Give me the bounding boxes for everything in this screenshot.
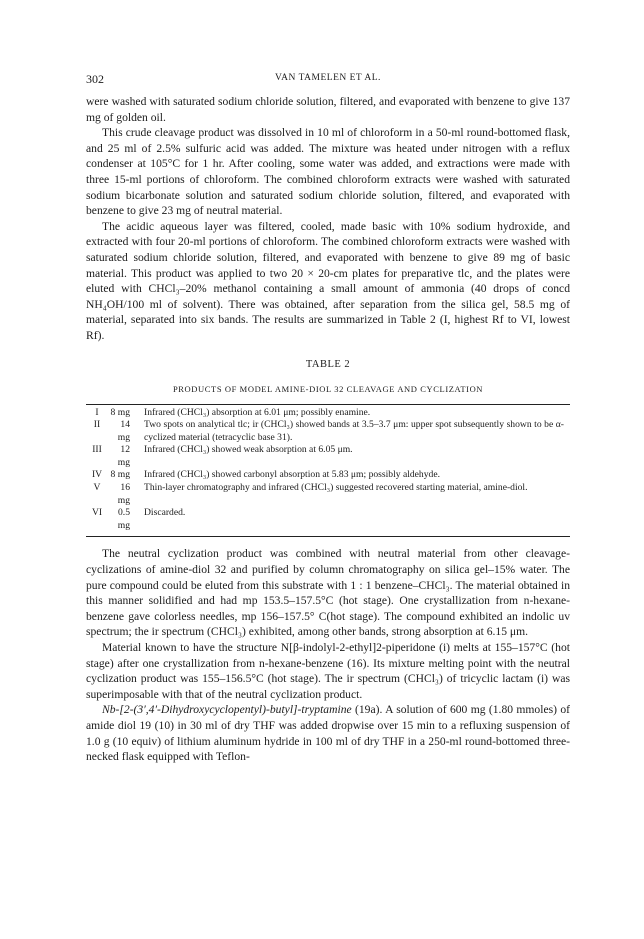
paragraph-synthesis: [86, 702, 570, 764]
row-amount: 8 mg: [110, 406, 130, 418]
row-description: Infrared (CHCl₃) showed carbonyl absorption at 5.83 μm; possibly aldehyde.: [144, 469, 440, 481]
row-amount: 14 mg: [117, 419, 130, 443]
table-row: [86, 482, 570, 507]
row-description: Infrared (CHCl₃) showed weak absorption at 6.05 μm.: [144, 444, 353, 456]
paragraph-cleavage: This crude cleavage product was dissolved in 10 ml of chloroform in a 50-ml round-bottomed flask, and 25 ml of 2.5% sulfuric acid was added. The mixture was heated under nitrogen with a reflux condenser at 105°C for 1 hr. After cooling, some water was added, and extractions were made with three 15-ml portions of chloroform. The combined chloroform extracts were washed with saturated sodium bicarbonate solution and saturated sodium chloride solution, filtered, and evaporated with benzene to give 23 mg of neutral material.: [86, 126, 570, 218]
paragraph-continuation: were washed with saturated sodium chloride solution, filtered, and evaporated with benzene to give 137 mg of golden oil.: [86, 95, 570, 124]
row-amount: 0.5 mg: [117, 507, 130, 531]
row-description: Discarded.: [144, 507, 186, 519]
table-row: [86, 469, 570, 482]
row-number: V: [93, 482, 101, 494]
table-row: [86, 407, 570, 420]
row-number: I: [95, 406, 99, 418]
table-row: [86, 444, 570, 469]
paragraph-neutral-product: The neutral cyclization product was combined with neutral material from other cleavage-cyclizations of amine-diol 32 and purified by column chromatography on silica gel–15% water. The pure compound could be eluted from this substrate with 1 : 1 benzene–CHCl₃. The material obtained in this manner solidified and had mp 153.5–157.5°C (hot stage). One crystallization from n-hexane-benzene gave colorless needles, mp 156–157.5° C(hot stage). The compound exhibited an indolic uv spectrum; the ir spectrum (CHCl₃) exhibited, among other bands, strong absorption at 6.15 μm.: [86, 547, 570, 639]
table-caption: PRODUCTS OF MODEL AMINE-DIOL 32 CLEAVAGE AND CYCLIZATION: [172, 383, 484, 394]
products-table: [86, 404, 570, 538]
page-header: [86, 72, 570, 90]
post-table-text: [86, 546, 570, 764]
row-amount: 8 mg: [110, 469, 130, 481]
compound-heading: Nb-[2-(3′,4′-Dihydroxycyclopentyl)-butyl]-tryptamine: [102, 703, 352, 717]
paragraph-known-material: Material known to have the structure N[β-indolyl-2-ethyl]2-piperidone (i) melts at 155–157°C (hot stage) after one crystallization from n-hexane-benzene (16). Its mixture melting point with the neutral cyclization product was 155–156.5°C (hot stage). The ir spectrum (CHCl₃) of tricyclic lactam (i) was superimposable with that of the neutral cyclization product.: [86, 641, 570, 701]
row-description: Infrared (CHCl₃) absorption at 6.01 μm; possibly enamine.: [144, 406, 371, 418]
row-description: Two spots on analytical tlc; ir (CHCl₃) showed bands at 3.5–3.7 μm: upper spot subsequently shown to be α-cyclized material (tetracyclic base 31).: [144, 419, 564, 443]
running-head: VAN TAMELEN ET AL.: [275, 73, 381, 83]
table-title: TABLE 2: [305, 358, 351, 370]
synthesis-text: . A solution of 600 mg (1.80 mmoles) of amide diol 19 (10) in 30 ml of dry THF was added dropwise over 15 min to a refluxing suspension of 1.0 g (10 equiv) of lithium aluminum hydride in 100 ml of dry THF in a 250-ml round-bottomed three-necked flask equipped with Teflon-: [86, 703, 570, 764]
table-row: [86, 507, 570, 532]
page-number: 302: [86, 72, 104, 86]
compound-number: (19a): [355, 703, 380, 717]
table-row: [86, 419, 570, 444]
row-number: II: [93, 419, 101, 431]
row-number: VI: [91, 507, 103, 519]
paragraph-basic-material: The acidic aqueous layer was filtered, cooled, made basic with 10% sodium hydroxide, and extracted with four 20-ml portions of chloroform. The combined chloroform extracts were washed with saturated sodium chloride solution, filtered, and evaporated with benzene to give 89 mg of basic material. This product was applied to two 20 × 20-cm plates for preparative tlc, and the plates were eluted with CHCl₃–20% methanol containing a small amount of ammonia (40 drops of concd NH₄OH/100 ml of solvent). There was obtained, after separation from the silica gel, 58.5 mg of material, separated into six bands. The results are summarized in Table 2 (I, highest Rf to VI, lowest Rf).: [86, 219, 570, 342]
row-number: III: [92, 444, 102, 456]
paper-page: [86, 72, 570, 765]
row-number: IV: [91, 469, 103, 481]
row-amount: 16 mg: [117, 482, 130, 506]
row-description: Thin-layer chromatography and infrared (CHCl₃) suggested recovered starting material, amine-diol.: [144, 482, 528, 494]
row-amount: 12 mg: [117, 444, 130, 468]
